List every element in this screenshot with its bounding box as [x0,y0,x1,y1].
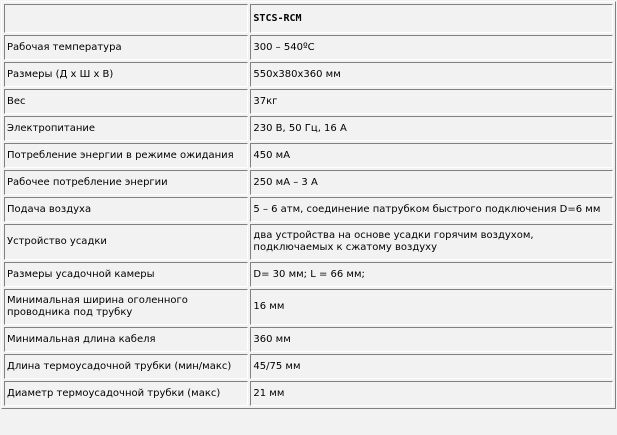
param-value: 21 мм [250,381,613,406]
param-value: 45/75 мм [250,354,613,379]
table-row [4,116,613,141]
param-label: Вес [4,89,248,114]
table-row [4,327,613,352]
param-label: Электропитание [4,116,248,141]
param-value: 230 В, 50 Гц, 16 А [250,116,613,141]
table-row [4,224,613,260]
param-label: Рабочая температура [4,35,248,60]
param-label: Подача воздуха [4,197,248,222]
param-label: Минимальная ширина оголенного проводника под трубку [4,289,248,325]
param-value: 300 – 540ºC [250,35,613,60]
table-row [4,381,613,406]
param-label: Размеры (Д x Ш x В) [4,62,248,87]
table-row [4,62,613,87]
param-value: D= 30 мм; L = 66 мм; [250,262,613,287]
table-row [4,262,613,287]
model-name: STCS-RCM [250,4,613,33]
table-row [4,197,613,222]
table-row [4,143,613,168]
table-row [4,354,613,379]
table-header-row [4,4,613,33]
table-row [4,89,613,114]
spec-table [1,1,616,409]
header-param-cell [4,4,248,33]
table-row [4,289,613,325]
param-label: Размеры усадочной камеры [4,262,248,287]
param-value: 550х380х360 мм [250,62,613,87]
param-label: Потребление энергии в режиме ожидания [4,143,248,168]
param-value: 250 мА – 3 А [250,170,613,195]
table-row [4,35,613,60]
param-label: Длина термоусадочной трубки (мин/макс) [4,354,248,379]
param-value: 360 мм [250,327,613,352]
param-value: 5 – 6 атм, соединение патрубком быстрого подключения D=6 мм [250,197,613,222]
param-value: 450 мА [250,143,613,168]
param-value: два устройства на основе усадки горячим воздухом, подключаемых к сжатому воздуху [250,224,613,260]
param-value: 16 мм [250,289,613,325]
table-row [4,170,613,195]
param-label: Рабочее потребление энергии [4,170,248,195]
param-label: Минимальная длина кабеля [4,327,248,352]
param-label: Диаметр термоусадочной трубки (макс) [4,381,248,406]
param-label: Устройство усадки [4,224,248,260]
param-value: 37кг [250,89,613,114]
